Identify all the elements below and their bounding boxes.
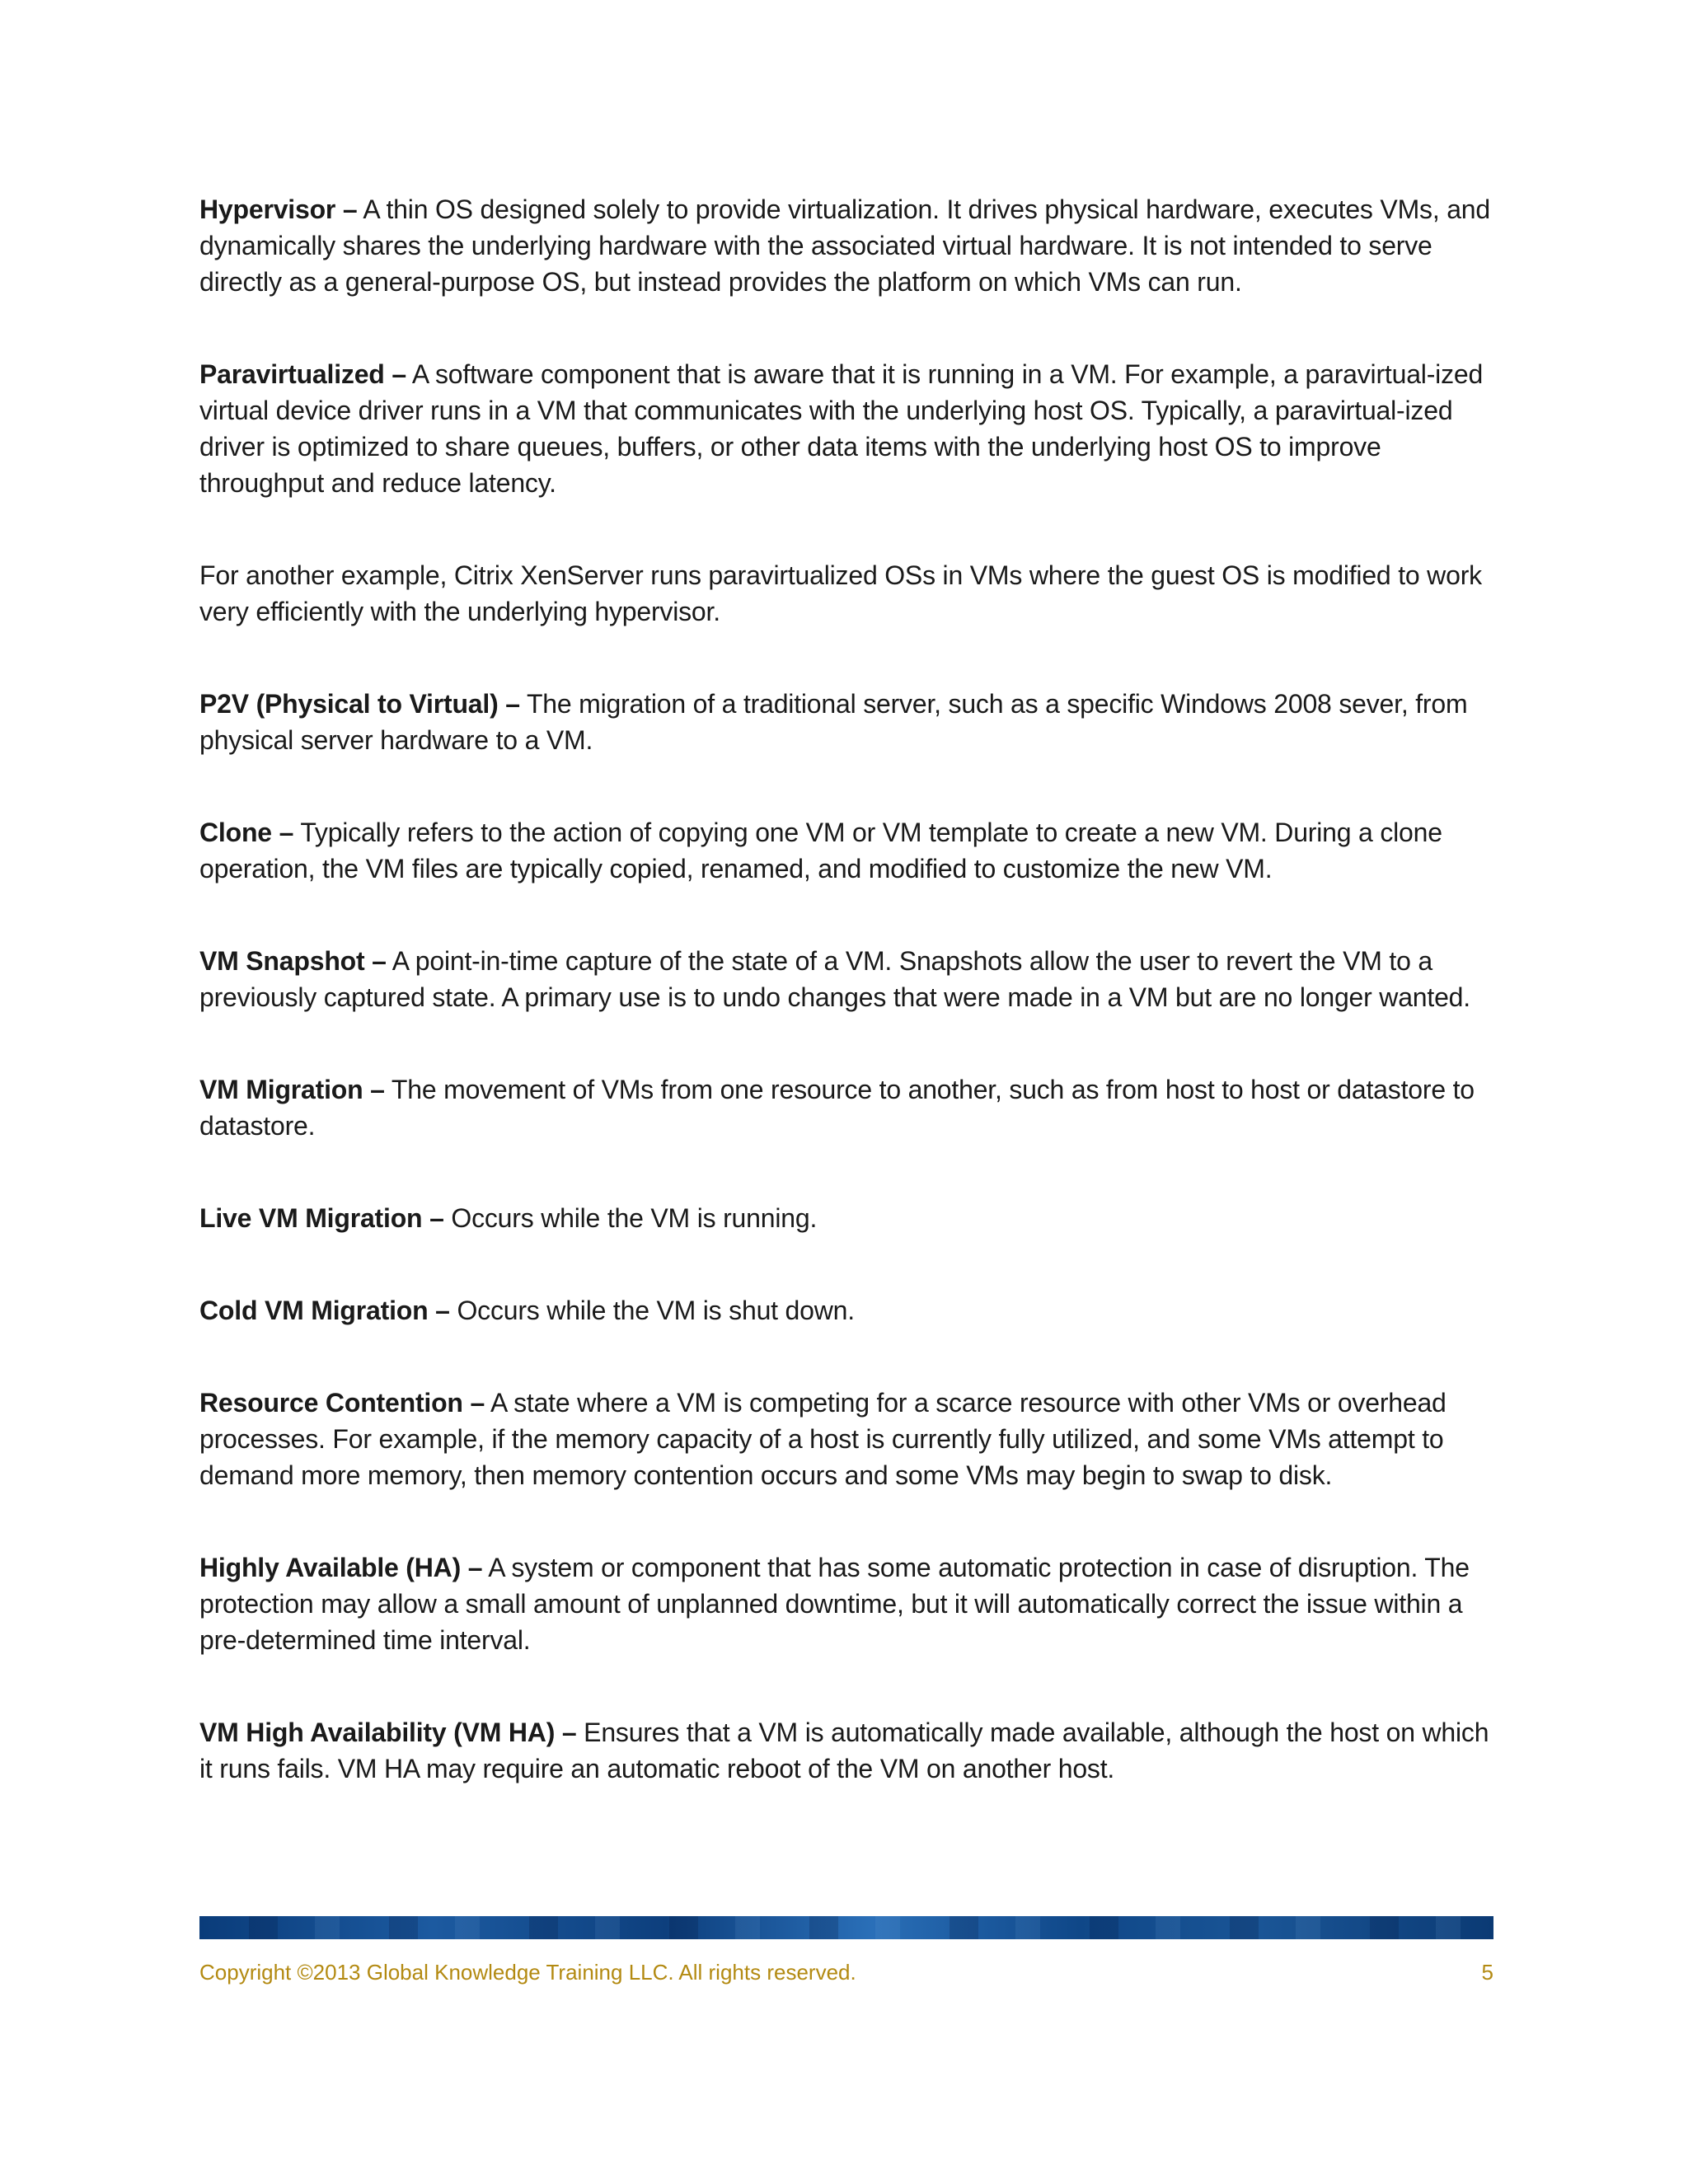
entry-paravirtualized-example: [199, 557, 1493, 630]
entry-term: Cold VM Migration –: [199, 1296, 450, 1325]
entry-definition: A thin OS designed solely to provide virtualization. It drives physical hardware, executes VMs, and dynamically shares the underlying hardware with the associated virtual hardware. It is not intended to serve directly as a general-purpose OS, but instead provides the platform on which VMs can run.: [199, 194, 1490, 297]
page-number: 5: [1481, 1959, 1493, 1985]
entry-clone: [199, 814, 1493, 887]
entry-term: Hypervisor –: [199, 194, 358, 224]
entry-cold-vm-migration: [199, 1292, 1493, 1329]
entry-term: VM Snapshot –: [199, 946, 387, 976]
entry-highly-available: [199, 1549, 1493, 1658]
entry-term: Clone –: [199, 818, 294, 847]
entry-paravirtualized: [199, 356, 1493, 501]
entry-term: Resource Contention –: [199, 1388, 485, 1418]
copyright-text: Copyright ©2013 Global Knowledge Training LLC. All rights reserved.: [199, 1959, 856, 1985]
entry-resource-contention: [199, 1385, 1493, 1493]
page-content: [199, 191, 1493, 1787]
entry-definition: A point-in-time capture of the state of a VM. Snapshots allow the user to revert the VM to a previously captured state. A primary use is to undo changes that were made in a VM but are no longer wanted.: [199, 946, 1470, 1012]
entry-term: P2V (Physical to Virtual) –: [199, 689, 520, 719]
entry-term: VM High Availability (VM HA) –: [199, 1718, 577, 1747]
entry-definition: A software component that is aware that it is running in a VM. For example, a paravirtual-ized virtual device driver runs in a VM that communicates with the underlying host OS. Typically, a paravirtual-ized driver is optimized to share queues, buffers, or other data items with the underlying host OS to improve throughput and reduce latency.: [199, 359, 1484, 498]
entry-vm-migration: [199, 1071, 1493, 1144]
entry-definition: The movement of VMs from one resource to another, such as from host to host or datastore to datastore.: [199, 1075, 1475, 1141]
entry-hypervisor: [199, 191, 1493, 300]
entry-definition: Occurs while the VM is shut down.: [457, 1296, 855, 1325]
entry-definition: A state where a VM is competing for a scarce resource with other VMs or overhead processes. For example, if the memory capacity of a host is currently fully utilized, and some VMs attempt to demand more memory, then memory contention occurs and some VMs may begin to swap to disk.: [199, 1388, 1447, 1490]
entry-term: Paravirtualized –: [199, 359, 406, 389]
entry-definition: Occurs while the VM is running.: [451, 1203, 818, 1233]
entry-definition: The migration of a traditional server, such as a specific Windows 2008 sever, from physical server hardware to a VM.: [199, 689, 1468, 755]
entry-definition: For another example, Citrix XenServer runs paravirtualized OSs in VMs where the guest OS is modified to work very efficiently with the underlying hypervisor.: [199, 560, 1482, 626]
entry-p2v: [199, 686, 1493, 758]
entry-live-vm-migration: [199, 1200, 1493, 1236]
page-footer: [199, 1956, 1493, 1989]
footer-band: [199, 1916, 1493, 1939]
entry-vm-snapshot: [199, 943, 1493, 1015]
entry-term: VM Migration –: [199, 1075, 385, 1104]
entry-vm-high-availability: [199, 1714, 1493, 1787]
entry-definition: Typically refers to the action of copying one VM or VM template to create a new VM. During a clone operation, the VM files are typically copied, renamed, and modified to customize the new VM.: [199, 818, 1442, 883]
entry-definition: Ensures that a VM is automatically made available, although the host on which it runs fails. VM HA may require an automatic reboot of the VM on another host.: [199, 1718, 1489, 1783]
entry-term: Highly Available (HA) –: [199, 1553, 483, 1582]
entry-definition: A system or component that has some automatic protection in case of disruption. The protection may allow a small amount of unplanned downtime, but it will automatically correct the issue within a pre-determined time interval.: [199, 1553, 1470, 1655]
entry-term: Live VM Migration –: [199, 1203, 444, 1233]
